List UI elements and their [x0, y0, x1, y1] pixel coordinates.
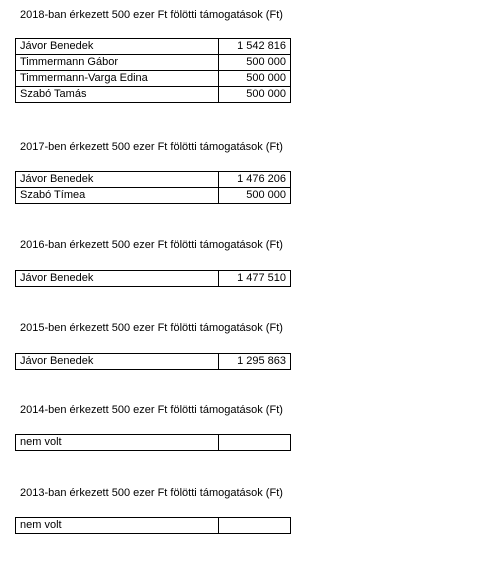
amount-cell: 500 000: [218, 87, 290, 103]
section-heading-2016: 2016-ban érkezett 500 ezer Ft fölötti támogatások (Ft): [20, 239, 283, 251]
donations-table-2016: [15, 270, 291, 287]
amount-cell: 1 295 863: [218, 354, 290, 370]
amount-cell: 500 000: [218, 188, 290, 204]
amount-cell: 1 542 816: [218, 39, 290, 55]
table-row: [16, 518, 291, 534]
donor-name-cell: Jávor Benedek: [16, 271, 219, 287]
donations-table-2017: [15, 171, 291, 204]
donor-name-cell: Timmermann-Varga Edina: [16, 71, 219, 87]
amount-cell: [218, 435, 290, 451]
donor-name-cell: nem volt: [16, 518, 219, 534]
donations-table-2018: [15, 38, 291, 103]
donor-name-cell: Jávor Benedek: [16, 39, 219, 55]
amount-cell: 500 000: [218, 71, 290, 87]
amount-cell: 1 477 510: [218, 271, 290, 287]
section-heading-2018: 2018-ban érkezett 500 ezer Ft fölötti támogatások (Ft): [20, 9, 283, 21]
donor-name-cell: Timmermann Gábor: [16, 55, 219, 71]
section-heading-2014: 2014-ben érkezett 500 ezer Ft fölötti támogatások (Ft): [20, 404, 283, 416]
donor-name-cell: nem volt: [16, 435, 219, 451]
table-row: [16, 354, 291, 370]
table-row: [16, 188, 291, 204]
donor-name-cell: Szabó Tímea: [16, 188, 219, 204]
donor-name-cell: Szabó Tamás: [16, 87, 219, 103]
donations-table-2015: [15, 353, 291, 370]
table-row: [16, 271, 291, 287]
donor-name-cell: Jávor Benedek: [16, 354, 219, 370]
table-row: [16, 172, 291, 188]
table-row: [16, 39, 291, 55]
amount-cell: [218, 518, 290, 534]
table-row: [16, 71, 291, 87]
amount-cell: 1 476 206: [218, 172, 290, 188]
donor-name-cell: Jávor Benedek: [16, 172, 219, 188]
table-row: [16, 87, 291, 103]
section-heading-2015: 2015-ben érkezett 500 ezer Ft fölötti támogatások (Ft): [20, 322, 283, 334]
section-heading-2017: 2017-ben érkezett 500 ezer Ft fölötti támogatások (Ft): [20, 141, 283, 153]
table-row: [16, 55, 291, 71]
table-row: [16, 435, 291, 451]
donations-table-2013: [15, 517, 291, 534]
section-heading-2013: 2013-ban érkezett 500 ezer Ft fölötti támogatások (Ft): [20, 487, 283, 499]
donations-table-2014: [15, 434, 291, 451]
amount-cell: 500 000: [218, 55, 290, 71]
